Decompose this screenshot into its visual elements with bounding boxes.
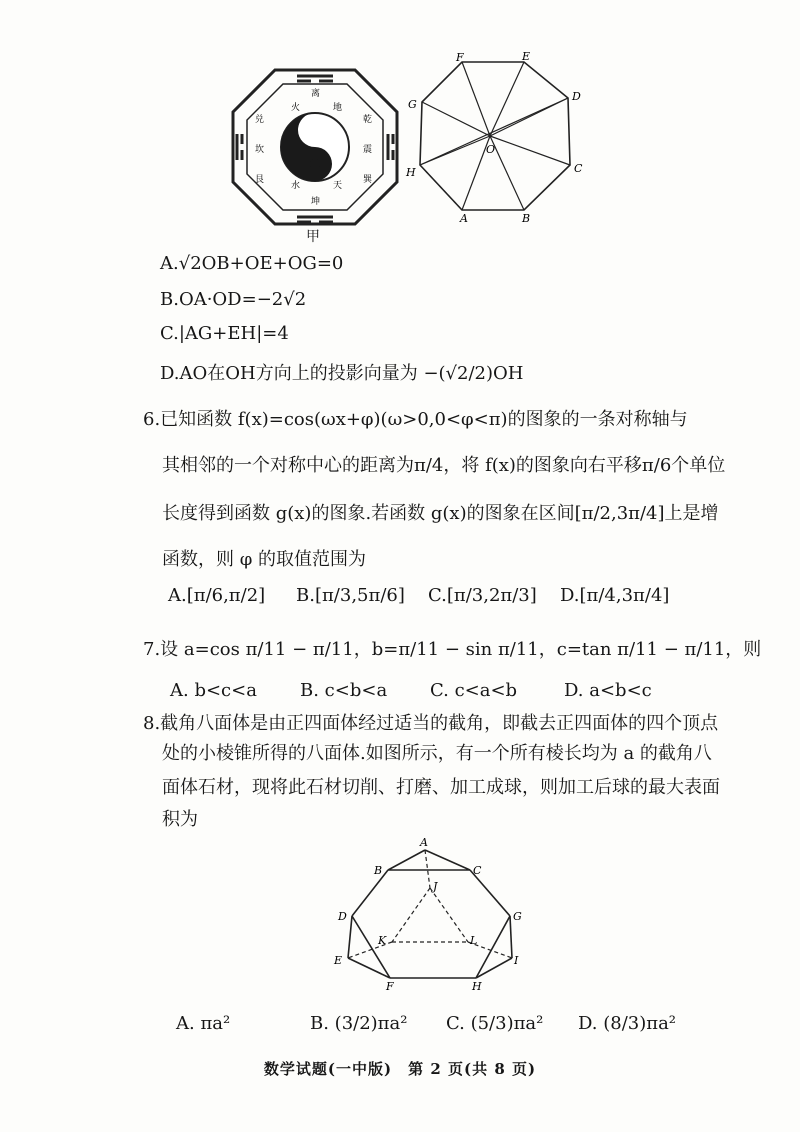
q5-option-d: D.AO在OH方向上的投影向量为 −(√2/2)OH xyxy=(160,363,524,384)
label-H: H xyxy=(406,166,416,179)
glyph-qian: 乾 xyxy=(363,115,373,125)
q8-stem-line-1: 8.截角八面体是由正四面体经过适当的截角，即截去正四面体的四个顶点 xyxy=(143,713,719,734)
glyph-li: 离 xyxy=(311,89,321,99)
glyph-huo: 火 xyxy=(291,103,301,113)
q6-option-b: B.[π/3,5π/6] xyxy=(296,585,405,606)
q8-stem-line-3: 面体石材，现将此石材切削、打磨、加工成球，则加工后球的最大表面 xyxy=(162,777,720,798)
q5-option-b: B.OA·OD=−2√2 xyxy=(160,289,307,310)
bagua-figure xyxy=(225,62,405,232)
label-D: D xyxy=(572,90,581,103)
q5-option-a: A.√2OB+OE+OG=0 xyxy=(160,253,344,274)
figure-caption: 甲 xyxy=(306,229,320,245)
fig8-label-H: H xyxy=(472,980,482,992)
q6-stem-line-4: 函数，则 φ 的取值范围为 xyxy=(162,549,367,570)
glyph-zhen: 震 xyxy=(363,145,373,155)
q8-option-a: A. πa² xyxy=(176,1013,231,1034)
fig8-label-L: L xyxy=(470,934,478,947)
truncated-octahedron-figure xyxy=(330,832,530,992)
fig8-label-D: D xyxy=(338,910,347,923)
glyph-xun: 巽 xyxy=(363,175,373,185)
q8-option-d: D. (8/3)πa² xyxy=(578,1013,677,1034)
octagon-diagram xyxy=(400,50,600,225)
page-footer: 数学试题(一中版) 第 2 页(共 8 页) xyxy=(263,1060,537,1078)
glyph-kan: 坎 xyxy=(255,145,265,155)
fig8-label-B: B xyxy=(374,864,383,877)
q6-stem-line-3: 长度得到函数 g(x)的图象.若函数 g(x)的图象在区间[π/2,3π/4]上是增 xyxy=(162,503,719,524)
q6-option-a: A.[π/6,π/2] xyxy=(168,585,266,606)
fig8-label-A: A xyxy=(420,836,428,849)
glyph-dui: 兑 xyxy=(255,115,265,125)
q6-stem-line-1: 6.已知函数 f(x)=cos(ωx+φ)(ω>0,0<φ<π)的图象的一条对称轴与 xyxy=(143,409,688,430)
label-F: F xyxy=(456,51,464,64)
q7-option-c: C. c<a<b xyxy=(430,680,518,701)
fig8-label-C: C xyxy=(473,864,482,877)
q7-option-a: A. b<c<a xyxy=(170,680,257,701)
fig8-label-E: E xyxy=(334,954,343,967)
fig8-label-I: I xyxy=(514,954,519,967)
label-B: B xyxy=(522,212,531,225)
label-G: G xyxy=(408,98,417,111)
label-C: C xyxy=(574,162,583,175)
q8-option-b: B. (3/2)πa² xyxy=(310,1013,408,1034)
q6-option-c: C.[π/3,2π/3] xyxy=(428,585,537,606)
glyph-kun: 坤 xyxy=(311,197,321,207)
q7-stem: 7.设 a=cos π/11 − π/11，b=π/11 − sin π/11，c=tan π/11 − π/11，则 xyxy=(143,639,762,660)
q8-stem-line-2: 处的小棱锥所得的八面体.如图所示，有一个所有棱长均为 a 的截角八 xyxy=(162,743,712,764)
q7-option-d: D. a<b<c xyxy=(564,680,652,701)
label-E: E xyxy=(522,50,531,63)
q8-option-c: C. (5/3)πa² xyxy=(446,1013,544,1034)
q6-stem-line-2: 其相邻的一个对称中心的距离为π/4，将 f(x)的图象向右平移π/6个单位 xyxy=(162,455,726,476)
glyph-gen: 艮 xyxy=(255,175,265,185)
fig8-label-J: J xyxy=(433,880,438,893)
fig8-label-F: F xyxy=(386,980,394,992)
glyph-shui: 水 xyxy=(291,181,301,191)
glyph-di: 地 xyxy=(333,103,343,113)
q5-option-c: C.|AG+EH|=4 xyxy=(160,323,289,344)
label-A: A xyxy=(460,212,468,225)
fig8-label-K: K xyxy=(378,934,387,947)
q7-option-b: B. c<b<a xyxy=(300,680,388,701)
q8-stem-line-4: 积为 xyxy=(162,809,198,830)
fig8-label-G: G xyxy=(513,910,522,923)
q6-option-d: D.[π/4,3π/4] xyxy=(560,585,670,606)
label-O: O xyxy=(486,143,496,156)
glyph-tian: 天 xyxy=(333,181,343,191)
